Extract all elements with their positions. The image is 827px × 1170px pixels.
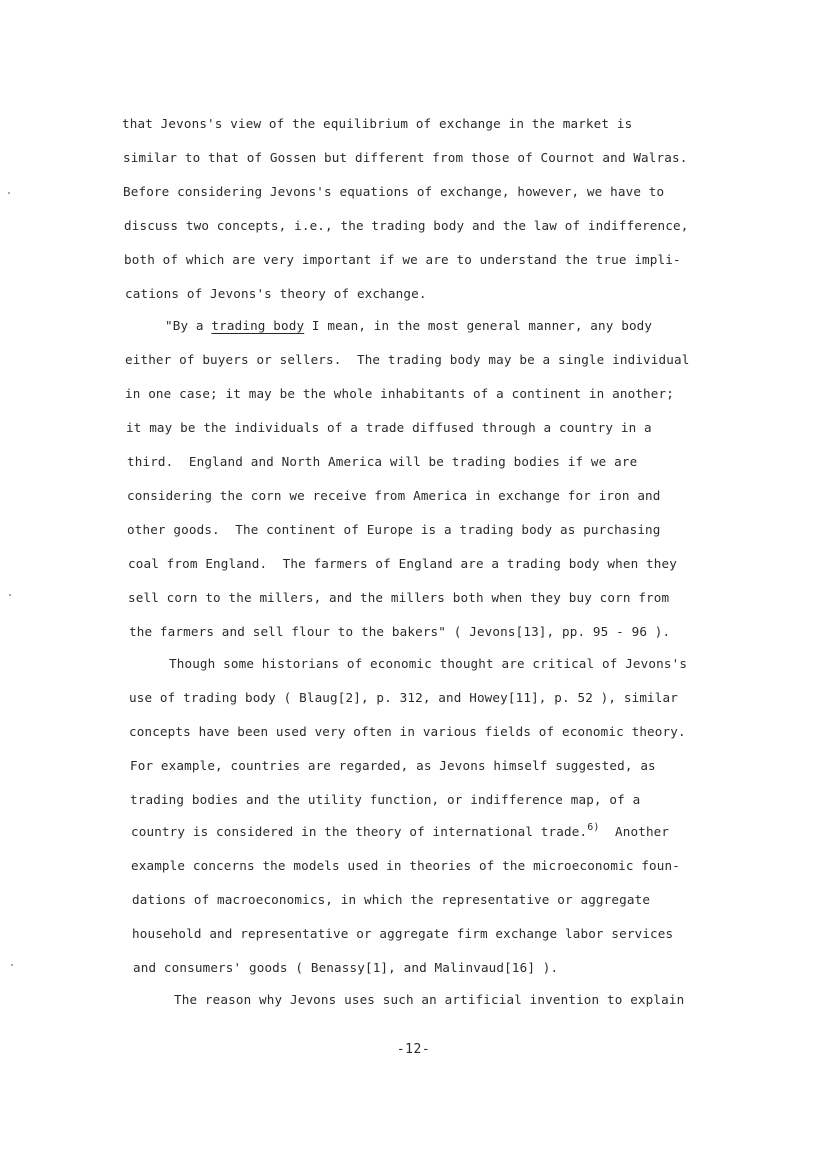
paragraph-1-line: both of which are very important if we are to understand the true impli- [124,252,681,267]
paragraph-3-line: Though some historians of economic thought are critical of Jevons's [169,656,688,671]
paragraph-3-line: example concerns the models used in theories of the microeconomic foun- [131,858,680,873]
quote-line: third. England and North America will be trading bodies if we are [127,454,638,469]
quote-open-text: "By a [165,318,212,333]
paragraph-3-line: For example, countries are regarded, as Jevons himself suggested, as [130,758,656,773]
page-number: -12- [396,1042,431,1057]
scan-speck [11,964,13,966]
paragraph-1-line: discuss two concepts, i.e., the trading body and the law of indifference, [124,218,689,233]
quote-line: sell corn to the millers, and the millers both when they buy corn from [128,590,670,605]
quote-line: in one case; it may be the whole inhabitants of a continent in another; [125,386,674,401]
quote-first-line [165,318,652,334]
scan-speck [9,594,11,596]
paragraph-1-line: that Jevons's view of the equilibrium of exchange in the market is [122,116,633,131]
quote-line: coal from England. The farmers of England are a trading body when they [128,556,677,571]
footnote-line-after: Another [599,824,670,839]
quote-first-rest: I mean, in the most general manner, any body [304,318,653,333]
quote-line: either of buyers or sellers. The trading body may be a single individual [125,352,690,367]
paragraph-3-line: trading bodies and the utility function, or indifference map, of a [130,792,641,807]
quote-line: it may be the individuals of a trade diffused through a country in a [126,420,652,435]
paragraph-1-line: Before considering Jevons's equations of exchange, however, we have to [123,184,665,199]
footnote-marker: 6) [587,822,600,833]
quote-line: other goods. The continent of Europe is a trading body as purchasing [127,522,661,537]
quote-line: the farmers and sell flour to the bakers" ( Jevons[13], pp. 95 - 96 ). [129,624,671,639]
paragraph-3-line: concepts have been used very often in various fields of economic theory. [129,724,686,739]
paragraph-3-line: use of trading body ( Blaug[2], p. 312, and Howey[11], p. 52 ), similar [129,690,678,705]
underlined-term: trading body [211,318,305,333]
footnote-line-text: country is considered in the theory of international trade. [131,824,588,839]
paragraph-1-line: cations of Jevons's theory of exchange. [125,286,427,301]
paragraph-3-line: household and representative or aggregate firm exchange labor services [132,926,674,941]
paragraph-3-line: and consumers' goods ( Benassy[1], and Malinvaud[16] ). [133,960,559,975]
paragraph-1-line: similar to that of Gossen but different from those of Cournot and Walras. [123,150,688,165]
paragraph-3-line: dations of macroeconomics, in which the representative or aggregate [132,892,651,907]
paragraph-4-line: The reason why Jevons uses such an artificial invention to explain [174,992,685,1007]
scan-speck [8,192,10,194]
footnote-line [131,824,669,842]
quote-line: considering the corn we receive from America in exchange for iron and [127,488,661,503]
